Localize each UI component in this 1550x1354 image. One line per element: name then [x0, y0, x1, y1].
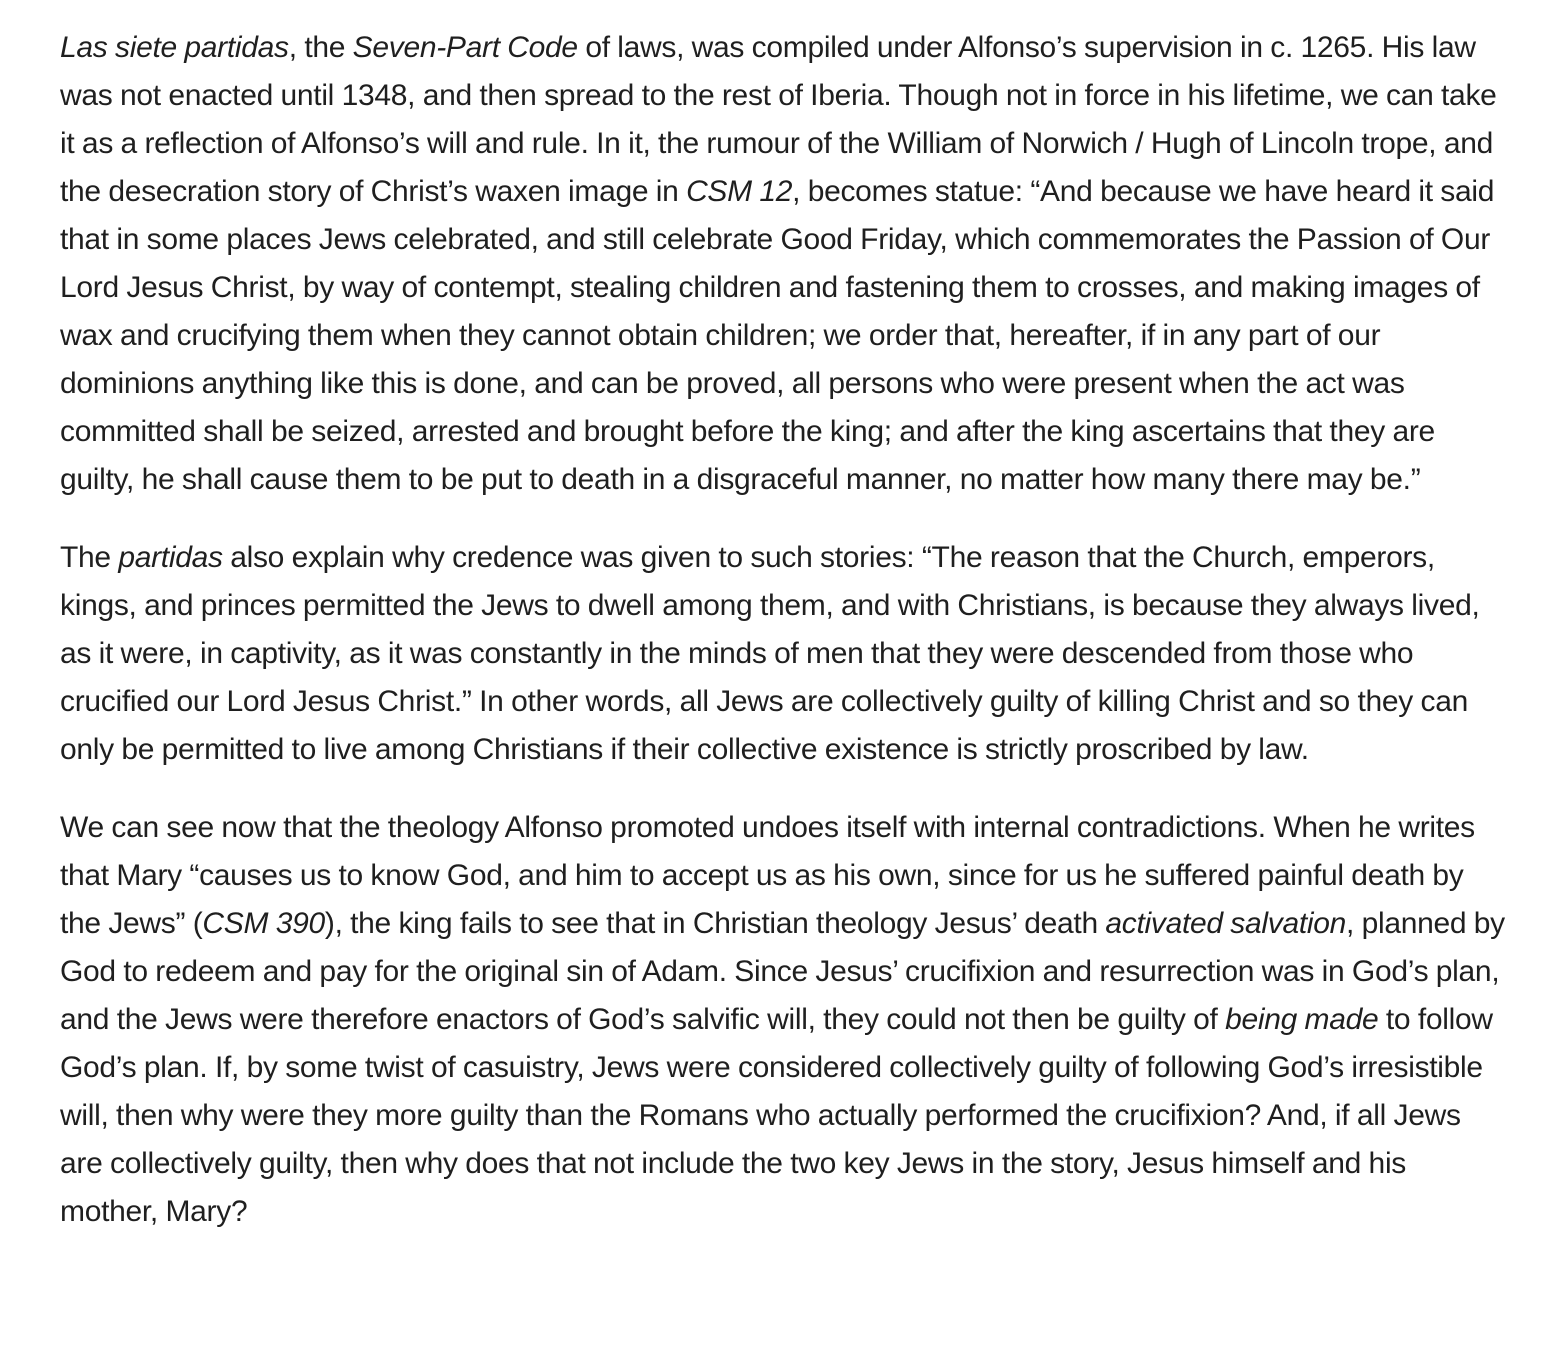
citation-csm-390: CSM 390 [202, 907, 325, 940]
article-body [60, 24, 1510, 1266]
text-segment: , becomes statue: “And because we have heard it said that in some places Jews celebrated, and still celebrate Good Friday, which commemorates the Passion of Our Lord Jesus Christ, by way of contempt, stealing children and fastening them to crosses, and making images of wax and crucifying them when they cannot obtain children; we order that, hereafter, if in any part of our dominions anything like this is done, and can be proved, all persons who were present when the act was committed shall be seized, arrested and brought before the king; and after the king ascertains that they are guilty, he shall cause them to be put to death in a disgraceful manner, no matter how many there may be.” [60, 175, 1495, 496]
paragraph-theology-contradictions [60, 804, 1510, 1236]
title-seven-part-code: Seven-Part Code [352, 31, 578, 64]
paragraph-partidas-intro [60, 24, 1510, 504]
citation-csm-12: CSM 12 [686, 175, 793, 208]
text-segment: also explain why credence was given to such stories: “The reason that the Church, emperors, kings, and princes permitted the Jews to dwell among them, and with Christians, is because they always lived, as it were, in captivity, as it was constantly in the minds of men that they were descended from those who crucified our Lord Jesus Christ.” In other words, all Jews are collectively guilty of killing Christ and so they can only be permitted to live among Christians if their collective existence is strictly proscribed by law. [60, 541, 1480, 766]
text-segment: ), the king fails to see that in Christian theology Jesus’ death [324, 907, 1106, 940]
emphasis-being-made: being made [1225, 1003, 1379, 1036]
text-segment: to follow God’s plan. If, by some twist of casuistry, Jews were considered collectively guilty of following God’s irresistible will, then why were they more guilty than the Romans who actually performed the crucifixion? And, if all Jews are collectively guilty, then why does that not include the two key Jews in the story, Jesus himself and his mother, Mary? [60, 1003, 1493, 1228]
title-las-siete-partidas: Las siete partidas [60, 31, 289, 64]
text-segment: We can see now that the theology Alfonso promoted undoes itself with internal contradictions. When he writes that Mary “causes us to know God, and him to accept us as his own, since for us he suffered painful death by the Jews” ( [60, 811, 1475, 940]
text-segment: of laws, was compiled under Alfonso’s supervision in c. 1265. His law was not enacted until 1348, and then spread to the rest of Iberia. Though not in force in his lifetime, we can take it as a reflection of Alfonso’s will and rule. In it, the rumour of the William of Norwich / Hugh of Lincoln trope, and the desecration story of Christ’s waxen image in [60, 31, 1497, 208]
emphasis-activated-salvation: activated salvation [1105, 907, 1347, 940]
text-segment: , the [288, 31, 353, 64]
text-segment: , planned by God to redeem and pay for the original sin of Adam. Since Jesus’ crucifixion and resurrection was in God’s plan, and the Jews were therefore enactors of God’s salvific will, they could not then be guilty of [60, 907, 1505, 1036]
title-partidas: partidas [118, 541, 223, 574]
text-segment: The [60, 541, 119, 574]
paragraph-partidas-credence [60, 534, 1510, 774]
